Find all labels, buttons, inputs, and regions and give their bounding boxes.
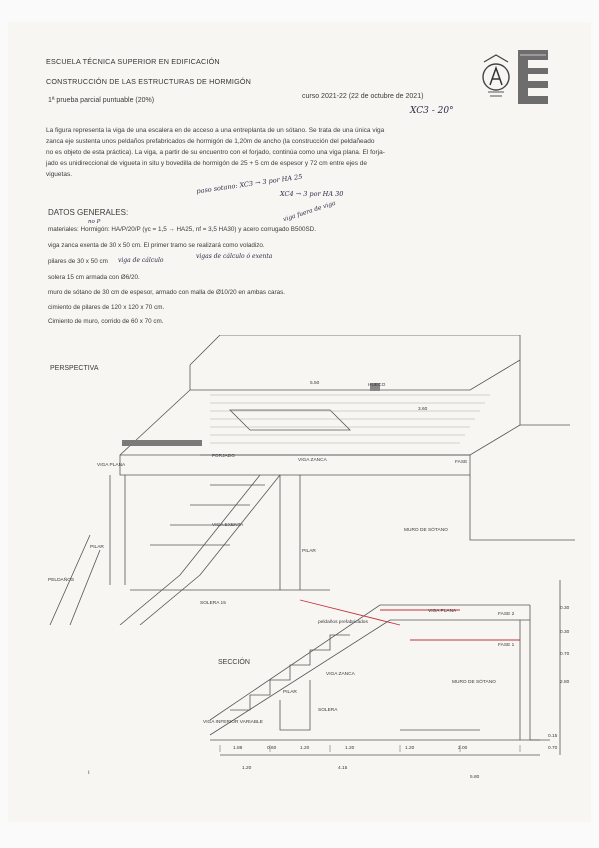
hand-note: viga fuera de viga (282, 199, 337, 224)
perspective-label: FORJADO (212, 454, 235, 459)
perspective-label: PILAR (90, 545, 104, 550)
hand-note: vigas de cálculo ó exenta (196, 253, 273, 260)
perspective-dim: 5.50 (310, 381, 320, 386)
school-seal-icon (478, 52, 514, 102)
section-dim: 1.20 (405, 746, 415, 751)
section-dim: 4.15 (338, 766, 348, 771)
perspective-label: HUECO (368, 383, 386, 388)
section-drawing (200, 580, 580, 780)
statement-paragraph (46, 125, 561, 180)
section-dim: 2.80 (560, 680, 570, 685)
perspective-label: VIGA PLANA (97, 463, 126, 468)
section-label: VIGA INFERIOR VARIABLE (203, 720, 263, 725)
perspective-dim: 3.60 (418, 407, 428, 412)
perspective-label: PILAR (302, 549, 316, 554)
perspectiva-title: PERSPECTIVA (50, 365, 99, 372)
section-dim: 1.88 (233, 746, 243, 751)
section-dim: 1.20 (300, 746, 310, 751)
hand-note: viga de cálculo (118, 257, 164, 264)
datos-title: DATOS GENERALES: (48, 208, 129, 217)
statement-line: viguetas. (46, 171, 73, 178)
section-dim: 0.30 (560, 606, 570, 611)
datos-item: Cimiento de muro, corrido de 60 x 70 cm. (48, 318, 164, 325)
section-dim: 1.20 (242, 766, 252, 771)
section-label: SOLERA (318, 708, 338, 713)
section-dim: 1.20 (345, 746, 355, 751)
course-date: curso 2021-22 (22 de octubre de 2021) (302, 93, 424, 100)
hand-note: no P (88, 219, 101, 225)
subject-title: CONSTRUCCIÓN DE LAS ESTRUCTURAS DE HORMIGÓN (46, 77, 252, 86)
section-label: peldaños prefabricados (318, 620, 368, 625)
section-label: FASE 2 (498, 612, 515, 617)
school-name: ESCUELA TÉCNICA SUPERIOR EN EDIFICACIÓN (46, 57, 220, 66)
statement-line: no es objeto de esta práctica). La viga, a partir de su encuentro con el forjado, continúa como una viga plana. El forja- (46, 149, 385, 156)
statement-line: La figura representa la viga de una escalera en de acceso a una entreplanta de un sótano. Se trata de una única viga (46, 127, 385, 134)
section-dim: 0.15 (548, 734, 558, 739)
datos-item: materiales: Hormigón: HA/P/20/P (γc = 1,5 → HA25, nf = 3,5 HA30) y acero corrugado B500SD. (48, 226, 316, 233)
section-dim: 5.80 (470, 775, 480, 780)
section-label: PILAR (283, 690, 297, 695)
perspective-label: MURO DE SÓTANO (404, 528, 448, 533)
datos-item: muro de sótano de 30 cm de espesor, armado con malla de Ø10/20 en ambas caras. (48, 289, 285, 296)
hand-note: paso sotano: XC3 → 3 por HA 25 (195, 172, 303, 196)
perspective-label: VIGA ZANCA (298, 458, 327, 463)
datos-item: cimiento de pilares de 120 x 120 x 70 cm. (48, 304, 165, 311)
handwritten-code: XC3 - 20° (410, 106, 454, 116)
footer-mark: ı (88, 770, 90, 776)
section-label: VIGA PLANA (428, 609, 457, 614)
section-dim: 0.60 (267, 746, 277, 751)
datos-item: solera 15 cm armada con Ø6/20. (48, 274, 140, 281)
datos-item: pilares de 30 x 50 cm (48, 258, 108, 265)
section-dim: 0.30 (560, 630, 570, 635)
section-dim: 0.70 (548, 746, 558, 751)
hand-note: XC4 → 3 por HA 30 (280, 190, 344, 198)
exam-title: 1ª prueba parcial puntuable (20%) (48, 97, 155, 104)
seccion-title: SECCIÓN (218, 659, 250, 666)
section-label: FASE 1 (498, 643, 515, 648)
perspective-label: VIGA EXENTA (212, 523, 244, 528)
university-logo-icon (516, 48, 562, 106)
perspective-label: FASE (455, 460, 468, 465)
statement-line: jado es unidireccional de vigueta in situ y bovedilla de hormigón de 25 + 5 cm de espesor y 72 cm entre ejes de (46, 160, 368, 167)
section-dim: 2.00 (458, 746, 468, 751)
section-label: VIGA ZANCA (326, 672, 355, 677)
section-dim: 0.70 (560, 652, 570, 657)
datos-item: viga zanca exenta de 30 x 50 cm. El primer tramo se realizará como voladizo. (48, 242, 265, 249)
perspective-label: SOLERA 15 (200, 601, 226, 606)
perspective-label: PELDAÑOS (48, 578, 75, 583)
statement-line: zanca eje sustenta unos peldaños prefabricados de hormigón de 1,20m de ancho (la construcción del peldañeado (46, 138, 375, 145)
section-label: MURO DE SÓTANO (452, 680, 496, 685)
